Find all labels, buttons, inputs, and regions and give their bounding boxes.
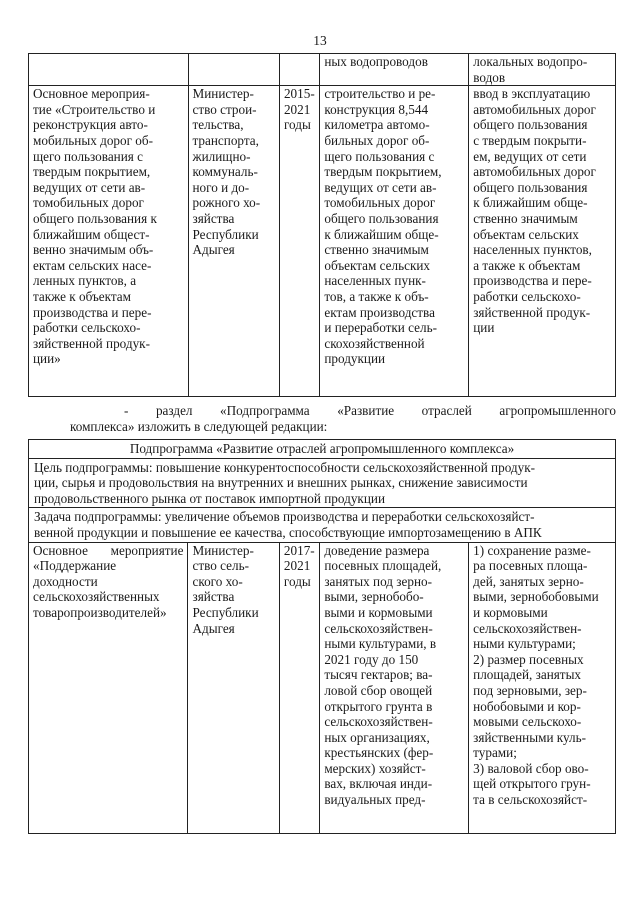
cell-indicator-roads: ввод в эксплуатацию автомобильных дорог общего пользования с твердым покрыти- ем, ведущих от сети автомобильных дорог общего пользования к ближайшим обще- ственно значимым объектам сельских населенных пунктов, а также к объектам производства и пере- работки сельскохо- зяйственной продук- ции bbox=[469, 86, 616, 397]
subprogram-title: Подпрограмма «Развитие отраслей агропромышленного комплекса» bbox=[29, 440, 616, 459]
paragraph-line-1: - раздел «Подпрограмма «Развитие отраслей агропромышленного bbox=[124, 403, 616, 418]
subprogram-task-row bbox=[29, 508, 616, 542]
cell-indicator-cont: локальных водопро- водов bbox=[469, 54, 616, 86]
paragraph-line-2: комплекса» изложить в следующей редакции: bbox=[70, 418, 328, 434]
page-number: 13 bbox=[313, 33, 327, 48]
cell-result-cont: ных водопроводов bbox=[320, 54, 469, 86]
cell-indicator-income: 1) сохранение разме- ра посевных площа- дей, занятых зерно- выми, зернобобовыми и кормовыми сельскохозяйствен- ными культурами; 2) размер посевных площадей, занятых под зерновыми, зер- нобобовыми и кор- мовыми сельскохо- зяйственными куль- турами; 3) валовой сбор ово- щей открытого грун- та в сельскохозяйст- bbox=[469, 542, 616, 833]
cell-executor-roads: Министер- ство строи- тельства, транспорта, жилищно- коммуналь- ного и до- рожного хо- зяйства Республики Адыгея bbox=[188, 86, 279, 397]
cell-period-cont bbox=[279, 54, 319, 86]
subprogram-table bbox=[28, 439, 616, 834]
cell-executor-cont bbox=[188, 54, 279, 86]
table-row-continuation bbox=[29, 54, 616, 86]
subprogram-goal: Цель подпрограммы: повышение конкурентоспособности сельскохозяйственной продук- ции, сырья и продовольствия на внутренних и внешних рынках, снижение зависимости продовольственного рынка от поставок импортной продукции bbox=[29, 458, 616, 508]
cell-period-roads: 2015- 2021 годы bbox=[279, 86, 319, 397]
cell-activity-income: Основное мероприятие «Поддержание доходности сельскохозяйственных товаропроизводителей» bbox=[29, 542, 188, 833]
table-row-income bbox=[29, 542, 616, 833]
subprogram-task: Задача подпрограммы: увеличение объемов производства и переработки сельскохозяйст- венной продукции и повышение ее качества, способствующие импортозамещению в АПК bbox=[29, 508, 616, 542]
cell-executor-income: Министер- ство сель- ского хо- зяйства Республики Адыгея bbox=[188, 542, 279, 833]
cell-period-income: 2017- 2021 годы bbox=[279, 542, 319, 833]
cell-activity-cont bbox=[29, 54, 189, 86]
cell-activity-roads: Основное мероприя- тие «Строительство и реконструкция авто- мобильных дорог об- щего пользования с твердым покрытием, ведущих от сети ав- томобильных дорог общего пользования к ближайшим общест- венно значимым объ- ектам сельских насе- ленных пунктов, а также к объектам производства и пере- работки сельскохо- зяйственной продук- ции» bbox=[29, 86, 189, 397]
table-row-roads bbox=[29, 86, 616, 397]
cell-result-income: доведение размера посевных площадей, занятых под зерно- выми, зернобобо- выми и кормовыми сельскохозяйствен- ными культурами, в 2021 году до 150 тысяч гектаров; ва- ловой сбор овощей открытого грунта в сельскохозяйствен- ных организациях, крестьянских (фер- мерских) хозяйст- вах, включая инди- видуальных пред- bbox=[320, 542, 469, 833]
cell-result-roads: строительство и ре- конструкция 8,544 километра автомо- бильных дорог об- щего пользования с твердым покрытием, ведущих от сети ав- томобильных дорог общего пользования к ближайшим обще- ственно значимым объектам сельских населенных пунк- тов, а также к объ- ектам производства и переработки сель- скохозяйственной продукции bbox=[320, 86, 469, 397]
amendment-paragraph bbox=[28, 403, 616, 434]
subprogram-title-row bbox=[29, 440, 616, 459]
subprogram-goal-row bbox=[29, 458, 616, 508]
program-table-top bbox=[28, 53, 616, 397]
